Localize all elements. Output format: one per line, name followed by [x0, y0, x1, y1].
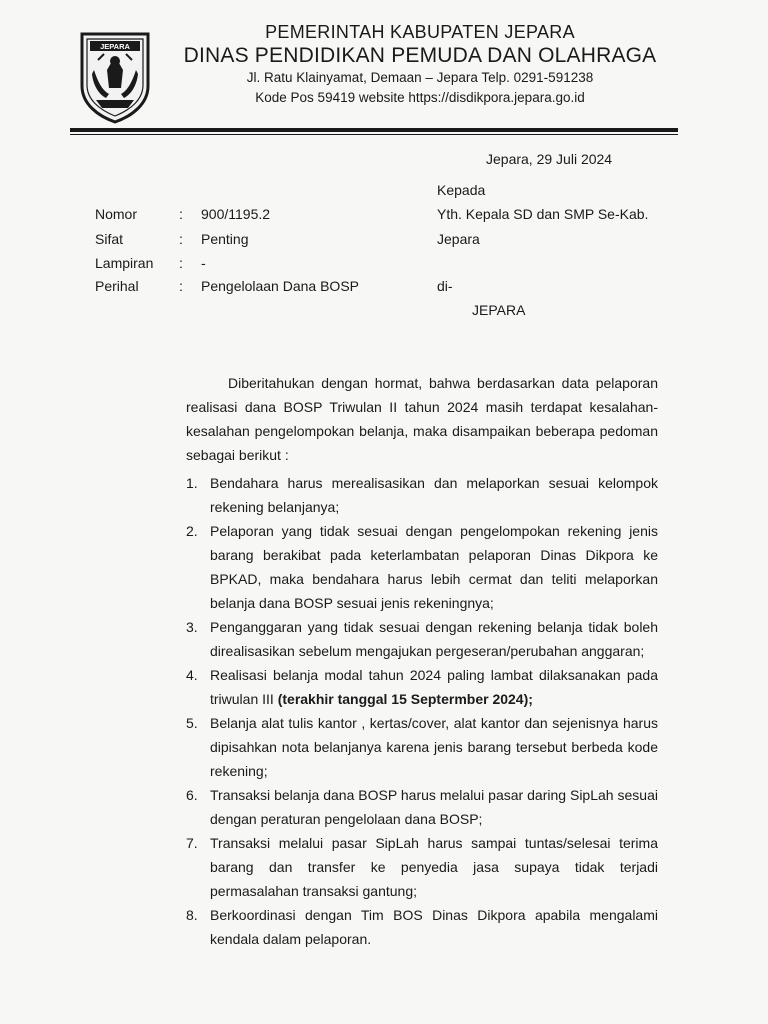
postal-website: Kode Pos 59419 website https://disdikpora.jepara.go.id [255, 90, 585, 105]
item-number: 1. [186, 475, 198, 491]
item-number: 7. [186, 835, 198, 851]
letterhead-divider [70, 128, 678, 132]
letterhead-divider-thin [70, 134, 678, 135]
logo-text: JEPARA [100, 42, 130, 51]
letter-attachment: - [201, 255, 206, 271]
list-item [186, 471, 658, 519]
meta-colon: : [179, 255, 183, 271]
department-name: DINAS PENDIDIKAN PEMUDA DAN OLAHRAGA [183, 44, 657, 67]
item-text: Berkoordinasi dengan Tim BOS Dinas Dikpora apabila mengalami kendala dalam pelaporan. [210, 907, 658, 947]
recipient-at: di- [437, 278, 453, 294]
meta-colon: : [179, 231, 183, 247]
intro-text: Diberitahukan dengan hormat, bahwa berdasarkan data pelaporan realisasi dana BOSP Triwulan II tahun 2024 masih terdapat kesalahan-kesalahan pengelompokan belanja, maka disampaikan beberapa pedoman sebagai berikut : [186, 375, 658, 463]
item-text: Belanja alat tulis kantor , kertas/cover, alat kantor dan sejenisnya harus dipisahkan nota belanjanya karena jenis barang tersebut berbeda kode rekening; [210, 715, 658, 779]
item-text: Bendahara harus merealisasikan dan melaporkan sesuai kelompok rekening belanjanya; [210, 475, 658, 515]
list-item [186, 615, 658, 663]
recipient-line2: Jepara [437, 231, 480, 247]
item-deadline-emphasis: (terakhir tanggal 15 Septermber 2024); [277, 691, 533, 707]
recipient-line1: Yth. Kepala SD dan SMP Se-Kab. [437, 206, 649, 222]
letter-subject: Pengelolaan Dana BOSP [201, 278, 359, 294]
item-number: 3. [186, 619, 198, 635]
meta-label: Sifat [95, 231, 124, 247]
list-item [186, 519, 658, 615]
item-text: Realisasi belanja modal tahun 2024 paling lambat dilaksanakan pada triwulan III [210, 667, 658, 707]
letter-number: 900/1195.2 [201, 206, 271, 222]
letter-date: Jepara, 29 Juli 2024 [486, 151, 613, 167]
item-number: 6. [186, 787, 198, 803]
item-number: 5. [186, 715, 198, 731]
meta-colon: : [179, 206, 183, 222]
meta-label: Lampiran [95, 255, 154, 271]
letter-nature: Penting [201, 231, 249, 247]
item-text: Transaksi melalui pasar SipLah harus sampai tuntas/selesai terima barang dan transfer ke penyedia jasa supaya tidak terjadi permasalahan transaksi gantung; [210, 835, 658, 899]
intro-paragraph [186, 371, 658, 467]
item-text: Transaksi belanja dana BOSP harus melalui pasar daring SipLah sesuai dengan peraturan pengelolaan dana BOSP; [210, 787, 658, 827]
recipient-city: JEPARA [472, 302, 526, 318]
meta-label: Perihal [95, 278, 139, 294]
recipient-to: Kepada [437, 182, 486, 198]
item-text: Penganggaran yang tidak sesuai dengan rekening belanja tidak boleh direalisasikan sebelum mengajukan pergeseran/perubahan anggaran; [210, 619, 658, 659]
list-item [186, 663, 658, 711]
office-address: Jl. Ratu Klainyamat, Demaan – Jepara Telp. 0291-591238 [246, 70, 594, 85]
list-item [186, 831, 658, 903]
list-item [186, 711, 658, 783]
meta-label: Nomor [95, 206, 138, 222]
item-number: 2. [186, 523, 198, 539]
government-name: PEMERINTAH KABUPATEN JEPARA [265, 22, 575, 42]
item-text: Pelaporan yang tidak sesuai dengan pengelompokan rekening jenis barang berakibat pada keterlambatan pelaporan Dinas Dikpora ke BPKAD, maka bendahara harus lebih cermat dan teliti melaporkan belanja dana BOSP sesuai jenis rekeningnya; [210, 523, 658, 611]
list-item [186, 783, 658, 831]
regency-emblem-logo [76, 30, 154, 124]
guideline-list [186, 471, 658, 951]
meta-colon: : [179, 278, 183, 294]
item-number: 4. [186, 667, 198, 683]
list-item [186, 903, 658, 951]
item-number: 8. [186, 907, 198, 923]
